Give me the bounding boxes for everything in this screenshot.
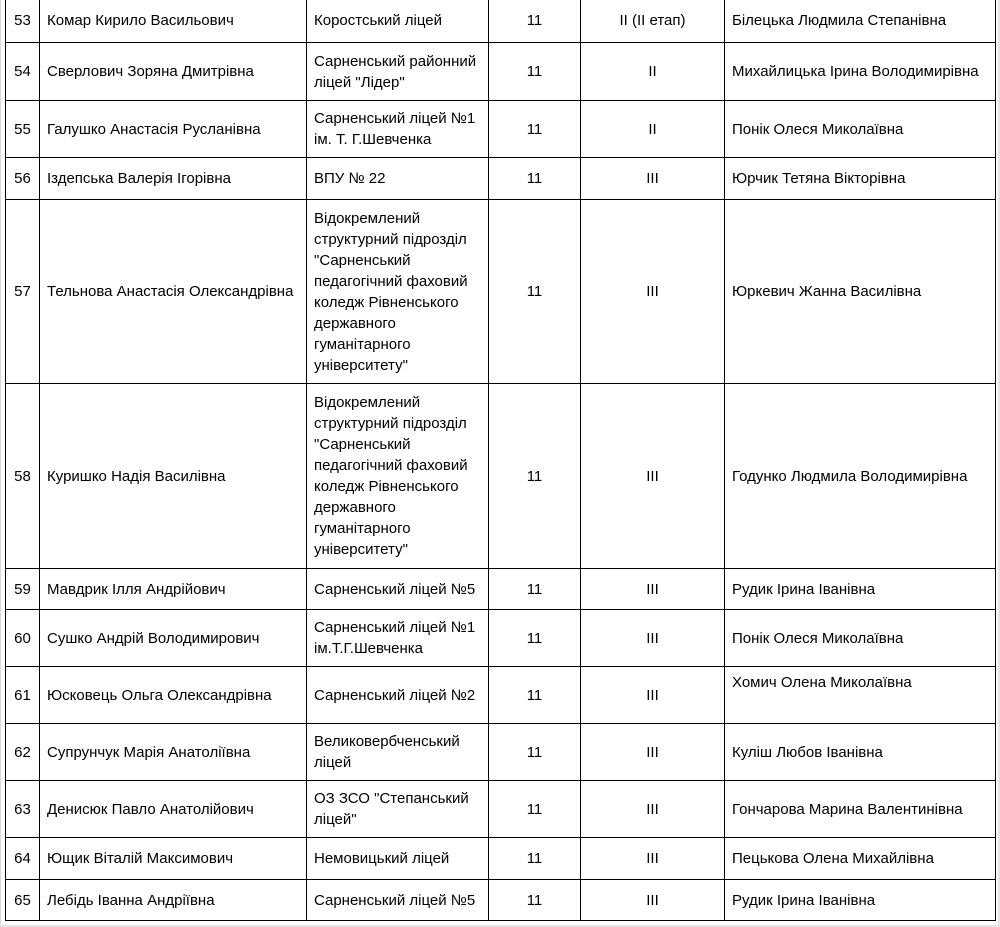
teacher-name: Годунко Людмила Володимирівна: [725, 384, 996, 569]
table-row: [6, 610, 996, 667]
school-name: Сарненський ліцей №1 ім. Т. Г.Шевченка: [307, 101, 489, 158]
table-row: [6, 43, 996, 101]
row-number: 58: [6, 384, 40, 569]
student-name: Галушко Анастасія Русланівна: [40, 101, 307, 158]
table-row: [6, 781, 996, 838]
table-row: [6, 667, 996, 724]
row-number: 53: [6, 0, 40, 43]
place: ІІІ: [581, 158, 725, 200]
place: ІІІ: [581, 838, 725, 880]
teacher-name: Юрчик Тетяна Вікторівна: [725, 158, 996, 200]
teacher-name: Білецька Людмила Степанівна: [725, 0, 996, 43]
school-name: Відокремлений структурний підрозділ "Сарненський педагогічний фаховий коледж Рівненського державного гуманітарного університету": [307, 384, 489, 569]
teacher-name: Понік Олеся Миколаївна: [725, 101, 996, 158]
teacher-name: Хомич Олена Миколаївна: [725, 667, 996, 724]
place: ІІІ: [581, 667, 725, 724]
student-name: Денисюк Павло Анатолійович: [40, 781, 307, 838]
table-row: [6, 724, 996, 781]
school-name: Сарненський районний ліцей "Лідер": [307, 43, 489, 101]
place: ІІІ: [581, 569, 725, 610]
school-name: Великовербченський ліцей: [307, 724, 489, 781]
row-number: 56: [6, 158, 40, 200]
teacher-name: Гончарова Марина Валентинівна: [725, 781, 996, 838]
grade: 11: [489, 0, 581, 43]
table-row: [6, 158, 996, 200]
teacher-name: Михайлицька Ірина Володимирівна: [725, 43, 996, 101]
school-name: Немовицький ліцей: [307, 838, 489, 880]
place: ІІІ: [581, 880, 725, 921]
place: ІІ: [581, 101, 725, 158]
student-name: Куришко Надія Василівна: [40, 384, 307, 569]
student-name: Сверлович Зоряна Дмитрівна: [40, 43, 307, 101]
grade: 11: [489, 838, 581, 880]
grade: 11: [489, 880, 581, 921]
school-name: Коростський ліцей: [307, 0, 489, 43]
place: ІІІ: [581, 200, 725, 384]
grade: 11: [489, 158, 581, 200]
teacher-name: Юркевич Жанна Василівна: [725, 200, 996, 384]
teacher-name: Рудик Ірина Іванівна: [725, 880, 996, 921]
place: ІІ (ІІ етап): [581, 0, 725, 43]
school-name: Відокремлений структурний підрозділ "Сарненський педагогічний фаховий коледж Рівненського державного гуманітарного університету": [307, 200, 489, 384]
grade: 11: [489, 724, 581, 781]
place: ІІІ: [581, 610, 725, 667]
row-number: 59: [6, 569, 40, 610]
row-number: 65: [6, 880, 40, 921]
table-row: [6, 880, 996, 921]
results-table: [5, 0, 996, 921]
place: ІІІ: [581, 781, 725, 838]
teacher-name: Рудик Ірина Іванівна: [725, 569, 996, 610]
grade: 11: [489, 200, 581, 384]
table-row: [6, 0, 996, 43]
place: ІІ: [581, 43, 725, 101]
student-name: Лебідь Іванна Андріївна: [40, 880, 307, 921]
row-number: 61: [6, 667, 40, 724]
place: ІІІ: [581, 384, 725, 569]
row-number: 55: [6, 101, 40, 158]
school-name: Сарненський ліцей №2: [307, 667, 489, 724]
table-row: [6, 569, 996, 610]
grade: 11: [489, 384, 581, 569]
grade: 11: [489, 610, 581, 667]
student-name: Тельнова Анастасія Олександрівна: [40, 200, 307, 384]
school-name: ОЗ ЗСО "Степанський ліцей": [307, 781, 489, 838]
grade: 11: [489, 101, 581, 158]
grade: 11: [489, 43, 581, 101]
row-number: 60: [6, 610, 40, 667]
student-name: Сушко Андрій Володимирович: [40, 610, 307, 667]
table-row: [6, 838, 996, 880]
row-number: 54: [6, 43, 40, 101]
place: ІІІ: [581, 724, 725, 781]
row-number: 62: [6, 724, 40, 781]
student-name: Іздепська Валерія Ігорівна: [40, 158, 307, 200]
teacher-name: Куліш Любов Іванівна: [725, 724, 996, 781]
table-row: [6, 384, 996, 569]
student-name: Юсковець Ольга Олександрівна: [40, 667, 307, 724]
grade: 11: [489, 781, 581, 838]
student-name: Ющик Віталій Максимович: [40, 838, 307, 880]
student-name: Супрунчук Марія Анатоліївна: [40, 724, 307, 781]
row-number: 64: [6, 838, 40, 880]
student-name: Комар Кирило Васильович: [40, 0, 307, 43]
student-name: Мавдрик Ілля Андрійович: [40, 569, 307, 610]
school-name: Сарненський ліцей №5: [307, 880, 489, 921]
teacher-name: Понік Олеся Миколаївна: [725, 610, 996, 667]
grade: 11: [489, 569, 581, 610]
row-number: 63: [6, 781, 40, 838]
grade: 11: [489, 667, 581, 724]
table-row: [6, 200, 996, 384]
school-name: Сарненський ліцей №5: [307, 569, 489, 610]
teacher-name: Пецькова Олена Михайлівна: [725, 838, 996, 880]
school-name: Сарненський ліцей №1 ім.Т.Г.Шевченка: [307, 610, 489, 667]
row-number: 57: [6, 200, 40, 384]
table-row: [6, 101, 996, 158]
school-name: ВПУ № 22: [307, 158, 489, 200]
